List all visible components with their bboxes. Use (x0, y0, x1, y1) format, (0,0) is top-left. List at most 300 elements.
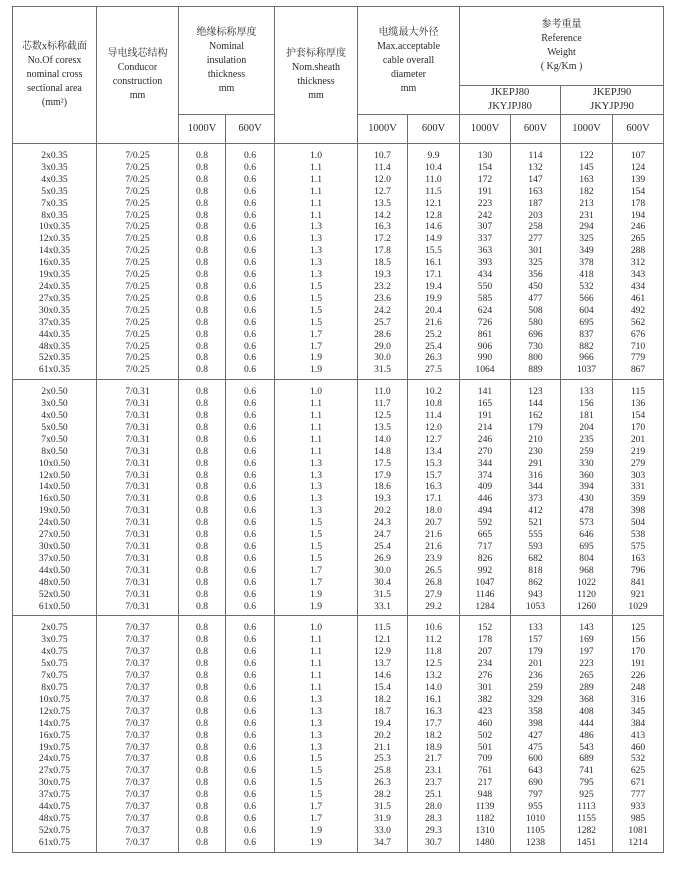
cell-insulation-600v: 0.6 (226, 198, 275, 210)
table-row (13, 380, 664, 398)
cell-diameter-600v: 10.4 (408, 162, 460, 174)
cell-sheath: 1.1 (275, 682, 358, 694)
cell-insulation-1000v: 0.8 (179, 398, 226, 410)
cell-weight80-1000v: 246 (460, 434, 511, 446)
cell-cores-section: 7x0.35 (13, 198, 97, 210)
cell-cores-section: 14x0.75 (13, 718, 97, 730)
cell-weight80-600v: 291 (511, 458, 561, 470)
cell-sheath: 1.5 (275, 529, 358, 541)
cell-cores-section: 2x0.50 (13, 380, 97, 398)
cell-weight80-1000v: 130 (460, 144, 511, 162)
cell-conductor: 7/0.31 (97, 398, 179, 410)
cell-sheath: 1.9 (275, 825, 358, 837)
cell-diameter-600v: 30.7 (408, 837, 460, 852)
cell-insulation-600v: 0.6 (226, 682, 275, 694)
cell-conductor: 7/0.37 (97, 670, 179, 682)
cell-weight80-600v: 818 (511, 565, 561, 577)
cell-diameter-600v: 28.3 (408, 813, 460, 825)
cell-insulation-600v: 0.6 (226, 765, 275, 777)
cell-weight80-600v: 862 (511, 577, 561, 589)
cell-sheath: 1.3 (275, 245, 358, 257)
cell-cores-section: 61x0.75 (13, 837, 97, 852)
cell-weight80-600v: 450 (511, 281, 561, 293)
cell-weight90-600v: 288 (613, 245, 664, 257)
header-type-90-line-1: JKEPJ90 (592, 87, 632, 98)
cell-weight80-1000v: 861 (460, 329, 511, 341)
cell-diameter-1000v: 25.4 (358, 541, 408, 553)
header-sheath-en-2: thickness (297, 76, 335, 87)
cell-conductor: 7/0.25 (97, 352, 179, 364)
cell-conductor: 7/0.25 (97, 364, 179, 379)
cell-diameter-600v: 29.2 (408, 601, 460, 616)
cell-weight90-600v: 265 (613, 233, 664, 245)
cell-insulation-600v: 0.6 (226, 281, 275, 293)
cell-diameter-600v: 10.8 (408, 398, 460, 410)
cell-weight80-600v: 690 (511, 777, 561, 789)
cell-weight90-600v: 575 (613, 541, 664, 553)
cell-weight80-1000v: 234 (460, 658, 511, 670)
cell-weight90-1000v: 1022 (561, 577, 613, 589)
cell-sheath: 1.9 (275, 589, 358, 601)
cell-diameter-600v: 17.1 (408, 493, 460, 505)
cell-weight80-1000v: 906 (460, 341, 511, 353)
cell-insulation-600v: 0.6 (226, 245, 275, 257)
cell-diameter-600v: 12.8 (408, 210, 460, 222)
cell-diameter-600v: 12.1 (408, 198, 460, 210)
cell-insulation-1000v: 0.8 (179, 742, 226, 754)
cell-cores-section: 2x0.75 (13, 616, 97, 634)
cell-weight80-1000v: 717 (460, 541, 511, 553)
cell-weight90-600v: 163 (613, 553, 664, 565)
table-row (13, 233, 664, 245)
cell-conductor: 7/0.37 (97, 765, 179, 777)
cell-weight90-600v: 359 (613, 493, 664, 505)
cell-insulation-600v: 0.6 (226, 317, 275, 329)
cell-sheath: 1.5 (275, 765, 358, 777)
cell-weight90-1000v: 145 (561, 162, 613, 174)
cell-diameter-600v: 18.0 (408, 505, 460, 517)
cell-weight80-1000v: 423 (460, 706, 511, 718)
cell-diameter-1000v: 24.3 (358, 517, 408, 529)
cell-cores-section: 19x0.50 (13, 505, 97, 517)
cell-weight80-600v: 943 (511, 589, 561, 601)
cell-insulation-1000v: 0.8 (179, 517, 226, 529)
cell-weight90-1000v: 231 (561, 210, 613, 222)
cell-diameter-1000v: 18.2 (358, 694, 408, 706)
cell-weight80-600v: 1238 (511, 837, 561, 852)
cable-spec-table-wrapper (12, 6, 663, 853)
cell-weight80-600v: 258 (511, 221, 561, 233)
header-cores-section-zh: 芯数x标称截面 (22, 41, 87, 52)
cell-weight80-1000v: 207 (460, 646, 511, 658)
cell-conductor: 7/0.31 (97, 517, 179, 529)
cell-sheath: 1.9 (275, 352, 358, 364)
table-row (13, 210, 664, 222)
cell-sheath: 1.1 (275, 398, 358, 410)
table-row (13, 281, 664, 293)
cell-sheath: 1.1 (275, 634, 358, 646)
cell-weight90-600v: 384 (613, 718, 664, 730)
cell-weight90-1000v: 143 (561, 616, 613, 634)
cell-diameter-1000v: 12.9 (358, 646, 408, 658)
table-row (13, 541, 664, 553)
cell-diameter-600v: 25.2 (408, 329, 460, 341)
cell-insulation-600v: 0.6 (226, 694, 275, 706)
cell-weight80-1000v: 223 (460, 198, 511, 210)
cell-sheath: 1.3 (275, 718, 358, 730)
cell-weight90-1000v: 181 (561, 410, 613, 422)
cell-diameter-1000v: 31.5 (358, 364, 408, 379)
cell-cores-section: 12x0.75 (13, 706, 97, 718)
cell-diameter-1000v: 14.8 (358, 446, 408, 458)
cell-insulation-1000v: 0.8 (179, 658, 226, 670)
cell-cores-section: 27x0.75 (13, 765, 97, 777)
cell-diameter-600v: 27.9 (408, 589, 460, 601)
cell-weight90-1000v: 689 (561, 753, 613, 765)
cell-insulation-1000v: 0.8 (179, 162, 226, 174)
cell-weight90-1000v: 543 (561, 742, 613, 754)
cell-cores-section: 4x0.35 (13, 174, 97, 186)
header-insulation-600v: 600V (226, 115, 275, 144)
cell-diameter-600v: 16.3 (408, 481, 460, 493)
table-row (13, 813, 664, 825)
cell-diameter-1000v: 25.3 (358, 753, 408, 765)
cell-weight80-1000v: 374 (460, 470, 511, 482)
cell-weight80-1000v: 665 (460, 529, 511, 541)
table-row (13, 789, 664, 801)
cell-conductor: 7/0.31 (97, 589, 179, 601)
cell-cores-section: 37x0.50 (13, 553, 97, 565)
cell-weight80-1000v: 761 (460, 765, 511, 777)
cell-diameter-1000v: 23.2 (358, 281, 408, 293)
cell-sheath: 1.3 (275, 257, 358, 269)
cell-weight90-600v: 985 (613, 813, 664, 825)
table-row (13, 765, 664, 777)
header-weight90-1000v: 1000V (561, 115, 613, 144)
cell-diameter-1000v: 28.6 (358, 329, 408, 341)
header-weight-type-90 (561, 86, 664, 115)
cell-weight90-1000v: 444 (561, 718, 613, 730)
cell-insulation-1000v: 0.8 (179, 257, 226, 269)
cell-weight80-600v: 643 (511, 765, 561, 777)
cell-diameter-1000v: 30.0 (358, 565, 408, 577)
cell-weight80-1000v: 1480 (460, 837, 511, 852)
cell-sheath: 1.7 (275, 577, 358, 589)
cell-sheath: 1.1 (275, 422, 358, 434)
cell-weight90-1000v: 197 (561, 646, 613, 658)
header-insulation-en-3: thickness (207, 68, 246, 80)
cell-insulation-1000v: 0.8 (179, 670, 226, 682)
cell-insulation-600v: 0.6 (226, 565, 275, 577)
cell-weight80-600v: 179 (511, 646, 561, 658)
cell-conductor: 7/0.31 (97, 541, 179, 553)
table-row (13, 245, 664, 257)
cell-weight80-600v: 373 (511, 493, 561, 505)
cell-weight90-1000v: 573 (561, 517, 613, 529)
cell-insulation-600v: 0.6 (226, 364, 275, 379)
table-row (13, 144, 664, 162)
header-diameter (358, 7, 460, 115)
cell-weight90-1000v: 1260 (561, 601, 613, 616)
cell-diameter-1000v: 31.5 (358, 801, 408, 813)
header-sheath-en-3: mm (308, 90, 324, 101)
cell-weight90-1000v: 169 (561, 634, 613, 646)
cell-conductor: 7/0.31 (97, 553, 179, 565)
cell-sheath: 1.5 (275, 541, 358, 553)
cell-diameter-1000v: 26.9 (358, 553, 408, 565)
cell-cores-section: 4x0.50 (13, 410, 97, 422)
cell-sheath: 1.3 (275, 493, 358, 505)
cell-weight80-600v: 144 (511, 398, 561, 410)
cell-insulation-600v: 0.6 (226, 221, 275, 233)
cell-sheath: 1.3 (275, 470, 358, 482)
cell-weight80-600v: 800 (511, 352, 561, 364)
cell-insulation-1000v: 0.8 (179, 198, 226, 210)
cell-insulation-1000v: 0.8 (179, 765, 226, 777)
cell-weight90-600v: 933 (613, 801, 664, 813)
cell-weight90-1000v: 223 (561, 658, 613, 670)
table-row (13, 801, 664, 813)
cell-cores-section: 7x0.75 (13, 670, 97, 682)
cell-weight80-1000v: 990 (460, 352, 511, 364)
cell-diameter-600v: 21.6 (408, 541, 460, 553)
cell-diameter-600v: 11.4 (408, 410, 460, 422)
cell-conductor: 7/0.31 (97, 470, 179, 482)
cell-weight80-600v: 398 (511, 718, 561, 730)
cell-insulation-1000v: 0.8 (179, 789, 226, 801)
cell-weight90-1000v: 795 (561, 777, 613, 789)
cell-weight80-1000v: 1146 (460, 589, 511, 601)
cell-insulation-1000v: 0.8 (179, 730, 226, 742)
cell-diameter-1000v: 23.6 (358, 293, 408, 305)
cell-diameter-600v: 25.4 (408, 341, 460, 353)
cell-sheath: 1.3 (275, 269, 358, 281)
cell-cores-section: 16x0.50 (13, 493, 97, 505)
header-conductor (97, 7, 179, 144)
header-cores-section-en-1: No.Of coresx (27, 55, 82, 66)
cell-insulation-1000v: 0.8 (179, 422, 226, 434)
cell-sheath: 1.5 (275, 317, 358, 329)
table-row (13, 670, 664, 682)
header-diameter-1000v: 1000V (358, 115, 408, 144)
cell-weight80-1000v: 624 (460, 305, 511, 317)
cell-weight90-1000v: 235 (561, 434, 613, 446)
cell-weight80-600v: 259 (511, 682, 561, 694)
table-row (13, 601, 664, 616)
cell-diameter-600v: 11.0 (408, 174, 460, 186)
cell-sheath: 1.1 (275, 658, 358, 670)
cell-weight90-600v: 434 (613, 281, 664, 293)
cell-diameter-1000v: 34.7 (358, 837, 408, 852)
cell-weight90-1000v: 349 (561, 245, 613, 257)
cell-weight80-600v: 696 (511, 329, 561, 341)
cell-weight90-600v: 124 (613, 162, 664, 174)
cell-weight80-600v: 203 (511, 210, 561, 222)
cell-insulation-1000v: 0.8 (179, 221, 226, 233)
cell-weight90-600v: 710 (613, 341, 664, 353)
table-row (13, 364, 664, 379)
cell-weight90-600v: 532 (613, 753, 664, 765)
cell-diameter-1000v: 30.4 (358, 577, 408, 589)
cell-conductor: 7/0.25 (97, 245, 179, 257)
cable-spec-table (12, 6, 664, 853)
cell-insulation-600v: 0.6 (226, 517, 275, 529)
cell-insulation-600v: 0.6 (226, 658, 275, 670)
cell-diameter-1000v: 12.1 (358, 634, 408, 646)
cell-diameter-1000v: 12.7 (358, 186, 408, 198)
cell-conductor: 7/0.25 (97, 144, 179, 162)
cell-insulation-600v: 0.6 (226, 825, 275, 837)
table-row (13, 329, 664, 341)
cell-insulation-600v: 0.6 (226, 706, 275, 718)
header-type-90-line-2: JKYJPJ90 (590, 101, 634, 112)
cell-insulation-1000v: 0.8 (179, 553, 226, 565)
cell-weight90-600v: 331 (613, 481, 664, 493)
cell-weight80-1000v: 301 (460, 682, 511, 694)
cell-cores-section: 48x0.75 (13, 813, 97, 825)
cell-insulation-600v: 0.6 (226, 753, 275, 765)
cell-sheath: 1.5 (275, 777, 358, 789)
cell-weight80-1000v: 502 (460, 730, 511, 742)
cell-insulation-1000v: 0.8 (179, 505, 226, 517)
header-type-80-line-2: JKYJPJ80 (488, 101, 532, 112)
cell-weight90-600v: 248 (613, 682, 664, 694)
cell-insulation-1000v: 0.8 (179, 458, 226, 470)
cell-diameter-1000v: 19.4 (358, 718, 408, 730)
cell-insulation-600v: 0.6 (226, 269, 275, 281)
cell-insulation-1000v: 0.8 (179, 565, 226, 577)
cell-sheath: 1.3 (275, 694, 358, 706)
cell-weight90-600v: 1081 (613, 825, 664, 837)
header-diameter-zh: 电缆最大外径 (378, 26, 439, 38)
cell-diameter-600v: 12.5 (408, 658, 460, 670)
cell-weight80-1000v: 709 (460, 753, 511, 765)
cell-weight80-1000v: 165 (460, 398, 511, 410)
table-row (13, 162, 664, 174)
cell-conductor: 7/0.37 (97, 706, 179, 718)
cell-weight90-600v: 107 (613, 144, 664, 162)
cell-diameter-1000v: 33.1 (358, 601, 408, 616)
cell-conductor: 7/0.37 (97, 825, 179, 837)
cell-weight90-600v: 115 (613, 380, 664, 398)
table-row (13, 658, 664, 670)
cell-conductor: 7/0.25 (97, 233, 179, 245)
table-row (13, 742, 664, 754)
header-sheath-en-1: Nom.sheath (291, 62, 341, 73)
cell-conductor: 7/0.37 (97, 777, 179, 789)
cell-diameter-1000v: 11.5 (358, 616, 408, 634)
cell-weight90-1000v: 695 (561, 317, 613, 329)
cell-weight90-1000v: 408 (561, 706, 613, 718)
cell-insulation-600v: 0.6 (226, 601, 275, 616)
cell-weight90-600v: 226 (613, 670, 664, 682)
header-cores-section (13, 7, 97, 144)
cell-diameter-600v: 19.9 (408, 293, 460, 305)
cell-weight90-600v: 625 (613, 765, 664, 777)
cell-weight80-600v: 210 (511, 434, 561, 446)
cell-weight80-600v: 236 (511, 670, 561, 682)
cell-weight90-600v: 461 (613, 293, 664, 305)
cell-insulation-1000v: 0.8 (179, 601, 226, 616)
cell-insulation-600v: 0.6 (226, 670, 275, 682)
cell-weight80-1000v: 178 (460, 634, 511, 646)
cell-insulation-600v: 0.6 (226, 541, 275, 553)
cell-weight80-1000v: 270 (460, 446, 511, 458)
cell-weight90-1000v: 966 (561, 352, 613, 364)
cell-diameter-600v: 29.3 (408, 825, 460, 837)
table-row (13, 305, 664, 317)
cell-diameter-600v: 14.9 (408, 233, 460, 245)
table-row (13, 470, 664, 482)
cell-weight80-600v: 277 (511, 233, 561, 245)
table-row (13, 517, 664, 529)
cell-insulation-600v: 0.6 (226, 233, 275, 245)
cell-insulation-600v: 0.6 (226, 410, 275, 422)
header-weight-zh: 参考重量 (541, 19, 582, 30)
cell-diameter-600v: 26.5 (408, 565, 460, 577)
cell-diameter-600v: 12.0 (408, 422, 460, 434)
cell-diameter-1000v: 11.0 (358, 380, 408, 398)
cell-weight90-600v: 413 (613, 730, 664, 742)
cell-weight90-600v: 345 (613, 706, 664, 718)
cell-diameter-600v: 11.8 (408, 646, 460, 658)
cell-diameter-1000v: 24.2 (358, 305, 408, 317)
cell-weight80-600v: 1105 (511, 825, 561, 837)
cell-weight80-600v: 427 (511, 730, 561, 742)
cell-diameter-600v: 9.9 (408, 144, 460, 162)
cell-weight90-1000v: 182 (561, 186, 613, 198)
cell-diameter-600v: 21.7 (408, 753, 460, 765)
cell-diameter-1000v: 17.8 (358, 245, 408, 257)
cell-cores-section: 5x0.75 (13, 658, 97, 670)
cell-weight80-1000v: 152 (460, 616, 511, 634)
cell-insulation-600v: 0.6 (226, 446, 275, 458)
cell-weight80-1000v: 501 (460, 742, 511, 754)
cell-weight80-1000v: 992 (460, 565, 511, 577)
cell-weight90-1000v: 882 (561, 341, 613, 353)
cell-weight90-600v: 303 (613, 470, 664, 482)
table-row (13, 589, 664, 601)
cell-insulation-600v: 0.6 (226, 352, 275, 364)
cell-diameter-1000v: 15.4 (358, 682, 408, 694)
cell-cores-section: 2x0.35 (13, 144, 97, 162)
cell-weight80-1000v: 1182 (460, 813, 511, 825)
cell-cores-section: 7x0.50 (13, 434, 97, 446)
cell-sheath: 1.1 (275, 434, 358, 446)
cell-sheath: 1.0 (275, 380, 358, 398)
cell-diameter-600v: 15.7 (408, 470, 460, 482)
cell-weight80-600v: 179 (511, 422, 561, 434)
cell-insulation-1000v: 0.8 (179, 801, 226, 813)
header-insulation-zh: 绝缘标称厚度 (196, 26, 257, 38)
cell-insulation-1000v: 0.8 (179, 317, 226, 329)
cell-insulation-600v: 0.6 (226, 210, 275, 222)
cell-weight80-1000v: 592 (460, 517, 511, 529)
cell-insulation-1000v: 0.8 (179, 616, 226, 634)
cell-cores-section: 12x0.50 (13, 470, 97, 482)
cell-diameter-600v: 16.1 (408, 257, 460, 269)
cell-weight90-1000v: 368 (561, 694, 613, 706)
cell-conductor: 7/0.25 (97, 198, 179, 210)
cell-weight90-1000v: 1113 (561, 801, 613, 813)
cell-insulation-1000v: 0.8 (179, 364, 226, 379)
cell-sheath: 1.3 (275, 221, 358, 233)
cell-insulation-1000v: 0.8 (179, 341, 226, 353)
cell-weight80-1000v: 191 (460, 186, 511, 198)
cell-insulation-600v: 0.6 (226, 505, 275, 517)
cell-weight80-1000v: 172 (460, 174, 511, 186)
cell-sheath: 1.7 (275, 801, 358, 813)
